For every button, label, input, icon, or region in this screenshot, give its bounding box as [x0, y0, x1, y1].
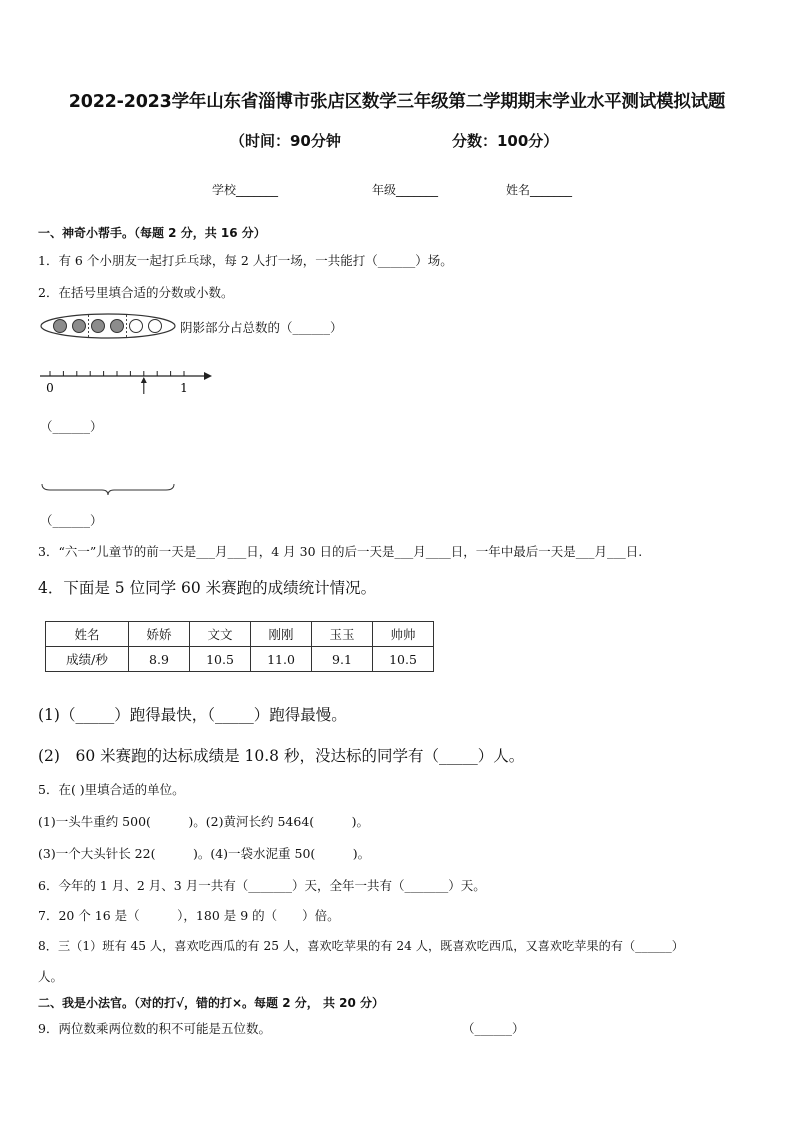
section1-heading: 一、神奇小帮手。（每题 2 分，共 16 分） [38, 226, 266, 240]
number-line-end-label: 1 [180, 381, 188, 395]
question-5: 5．在( )里填合适的单位。 [38, 782, 185, 797]
table-cell: 10.5 [373, 647, 434, 672]
question-6: 6．今年的 1 月、2 月、3 月一共有（_______）天，全年一共有（_______）天。 [38, 878, 486, 893]
scores-table [45, 621, 434, 672]
name-field: 姓名_______ [506, 183, 573, 197]
table-header-cell: 玉玉 [312, 622, 373, 647]
table-cell: 成绩/秒 [46, 647, 129, 672]
question-5-1: (1)一头牛重约 500( )。(2)黄河长约 5464( )。 [38, 814, 370, 829]
table-header-cell: 文文 [190, 622, 251, 647]
table-header-cell: 帅帅 [373, 622, 434, 647]
position-arrow-icon [141, 377, 147, 383]
question-2b-answer: （______） [40, 419, 103, 434]
question-8-continued: 人。 [38, 969, 64, 984]
number-line-arrowhead [204, 372, 212, 380]
question-1: 1．有 6 个小朋友一起打乒乓球，每 2 人打一场，一共能打（______）场。 [38, 253, 453, 268]
question-4: 4．下面是 5 位同学 60 米赛跑的成绩统计情况。 [38, 579, 377, 597]
empty-bead [149, 320, 162, 333]
table-row [46, 647, 434, 672]
exam-time: （时间：90分钟 [230, 132, 341, 150]
question-2: 2．在括号里填合适的分数或小数。 [38, 285, 234, 300]
table-header-cell: 刚刚 [251, 622, 312, 647]
coins-brace [42, 484, 174, 495]
number-line-start-label: 0 [46, 381, 54, 395]
question-5-2: (3)一个大头针长 22( )。(4)一袋水泥重 50( )。 [38, 846, 371, 861]
table-cell: 9.1 [312, 647, 373, 672]
question-3: 3．“六一”儿童节的前一天是___月___日，4 月 30 日的后一天是___月____日，一年中最后一天是___月___日. [38, 544, 643, 559]
number-line [40, 364, 215, 398]
exam-score: 分数：100分） [452, 132, 559, 150]
question-7: 7．20 个 16 是（ ），180 是 9 的（ ）倍。 [38, 908, 340, 923]
table-cell: 10.5 [190, 647, 251, 672]
grade-field: 年级_______ [372, 183, 439, 197]
question-9: 9．两位数乘两位数的积不可能是五位数。 [38, 1021, 271, 1036]
table-header-row [46, 622, 434, 647]
page-title: 2022-2023学年山东省淄博市张店区数学三年级第二学期期末学业水平测试模拟试题 [68, 92, 726, 112]
table-cell: 11.0 [251, 647, 312, 672]
shaded-bead [73, 320, 86, 333]
table-header-cell: 姓名 [46, 622, 129, 647]
section2-heading: 二、我是小法官。（对的打√，错的打×。每题 2 分， 共 20 分） [38, 996, 384, 1010]
question-4-1: (1)（_____）跑得最快，（_____）跑得最慢。 [38, 706, 347, 724]
shaded-bead [92, 320, 105, 333]
coins-figure [40, 450, 180, 496]
table-cell: 8.9 [129, 647, 190, 672]
beads-figure [40, 312, 176, 340]
question-2c-answer: （______） [40, 513, 103, 528]
question-2a-label: 阴影部分占总数的（______） [180, 320, 343, 335]
shaded-bead [54, 320, 67, 333]
school-field: 学校_______ [212, 183, 279, 197]
table-header-cell: 娇娇 [129, 622, 190, 647]
empty-bead [130, 320, 143, 333]
question-9-answer: （______） [462, 1021, 525, 1036]
shaded-bead [111, 320, 124, 333]
question-8: 8．三（1）班有 45 人，喜欢吃西瓜的有 25 人，喜欢吃苹果的有 24 人，既喜欢吃西瓜，又喜欢吃苹果的有（______） [38, 939, 684, 953]
question-4-2: (2) 60 米赛跑的达标成绩是 10.8 秒，没达标的同学有（_____）人。 [38, 747, 525, 765]
